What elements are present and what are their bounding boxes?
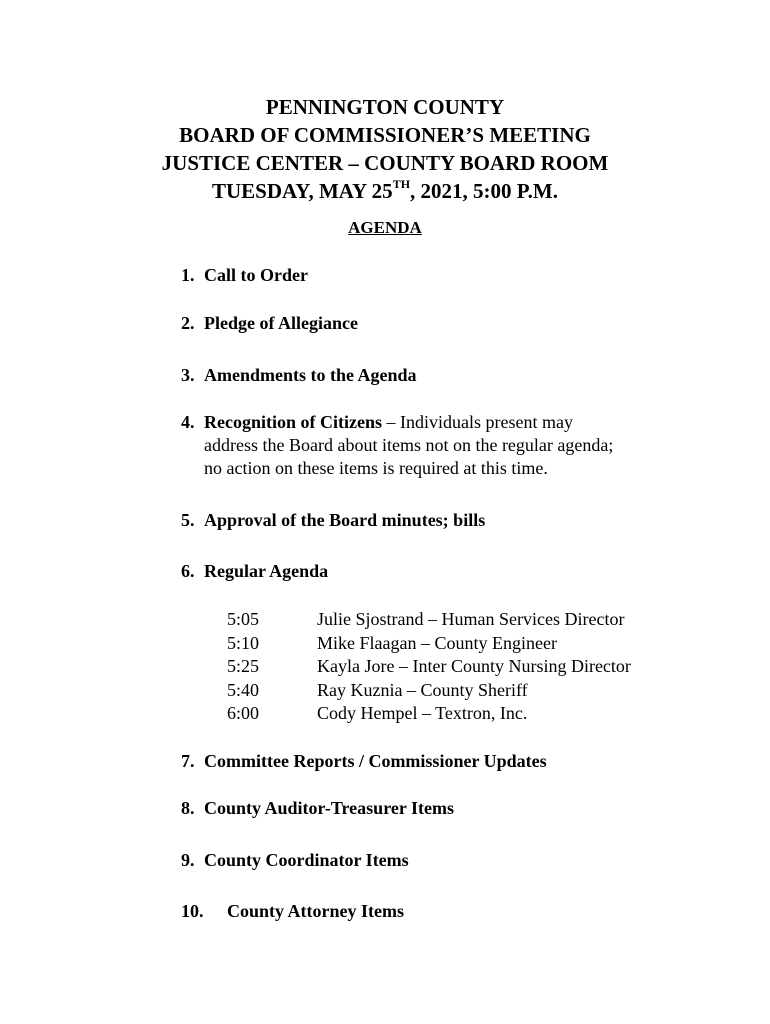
schedule-description: Cody Hempel – Textron, Inc. — [317, 703, 528, 723]
item-title: Recognition of Citizens — [204, 412, 382, 432]
meeting-date-suffix: TH — [392, 177, 411, 191]
meeting-location: JUSTICE CENTER – COUNTY BOARD ROOM — [161, 151, 609, 175]
agenda-title: AGENDA — [348, 218, 422, 237]
agenda-item-5 — [181, 509, 701, 532]
item-title: Approval of the Board minutes; bills — [204, 510, 486, 530]
schedule-time: 5:40 — [227, 679, 260, 700]
schedule-description: Mike Flaagan – County Engineer — [317, 632, 557, 653]
agenda-item-10 — [181, 900, 701, 923]
item-description: – Individuals present may — [381, 412, 573, 432]
agenda-item-8 — [181, 797, 701, 820]
schedule-row — [227, 632, 631, 656]
item-number: 10. — [181, 901, 204, 921]
schedule-time: 5:25 — [227, 656, 260, 676]
item-title: Committee Reports / Commissioner Updates — [204, 751, 547, 771]
agenda-item-1 — [181, 264, 701, 287]
item-description: no action on these items is required at this time. — [204, 458, 548, 478]
meeting-date-main: TUESDAY, MAY 25 — [211, 179, 393, 203]
agenda-item-9 — [181, 849, 701, 872]
schedule-row — [227, 679, 631, 703]
schedule-description: Ray Kuznia – County Sheriff — [317, 679, 528, 700]
meeting-name: BOARD OF COMMISSIONER’S MEETING — [179, 123, 591, 147]
item-title: Regular Agenda — [204, 561, 329, 581]
item-number: 1. — [181, 265, 195, 285]
item-title: Pledge of Allegiance — [204, 313, 358, 333]
item-number: 5. — [181, 510, 195, 530]
item-number: 6. — [181, 561, 195, 581]
item-number: 4. — [181, 412, 195, 432]
item-title: Amendments to the Agenda — [204, 365, 417, 385]
item-description: address the Board about items not on the regular agenda; — [204, 435, 614, 455]
item-title: County Coordinator Items — [204, 850, 409, 870]
schedule-time: 5:05 — [227, 609, 260, 629]
item-title: County Auditor-Treasurer Items — [204, 798, 454, 818]
meeting-date — [0, 177, 770, 205]
agenda-item-4 — [181, 411, 701, 480]
item-number: 9. — [181, 850, 195, 870]
schedule-row — [227, 655, 631, 679]
schedule-row — [227, 702, 631, 726]
agenda-item-3 — [181, 364, 701, 387]
item-number: 7. — [181, 751, 195, 771]
agenda-item-7 — [181, 750, 701, 773]
schedule-time: 6:00 — [227, 703, 260, 723]
item-title: Call to Order — [204, 265, 308, 285]
schedule-description: Kayla Jore – Inter County Nursing Director — [317, 656, 631, 676]
county-name: PENNINGTON COUNTY — [265, 95, 505, 119]
agenda-item-6 — [181, 560, 701, 583]
item-number: 2. — [181, 313, 195, 333]
item-title: County Attorney Items — [227, 901, 404, 921]
meeting-date-rest: , 2021, 5:00 P.M. — [410, 179, 558, 203]
agenda-item-2 — [181, 312, 701, 335]
schedule-row — [227, 608, 631, 632]
item-number: 8. — [181, 798, 195, 818]
regular-agenda-schedule — [227, 608, 631, 726]
schedule-description: Julie Sjostrand – Human Services Director — [317, 609, 625, 629]
schedule-time: 5:10 — [227, 632, 260, 653]
document-header — [0, 93, 770, 205]
item-number: 3. — [181, 365, 195, 385]
